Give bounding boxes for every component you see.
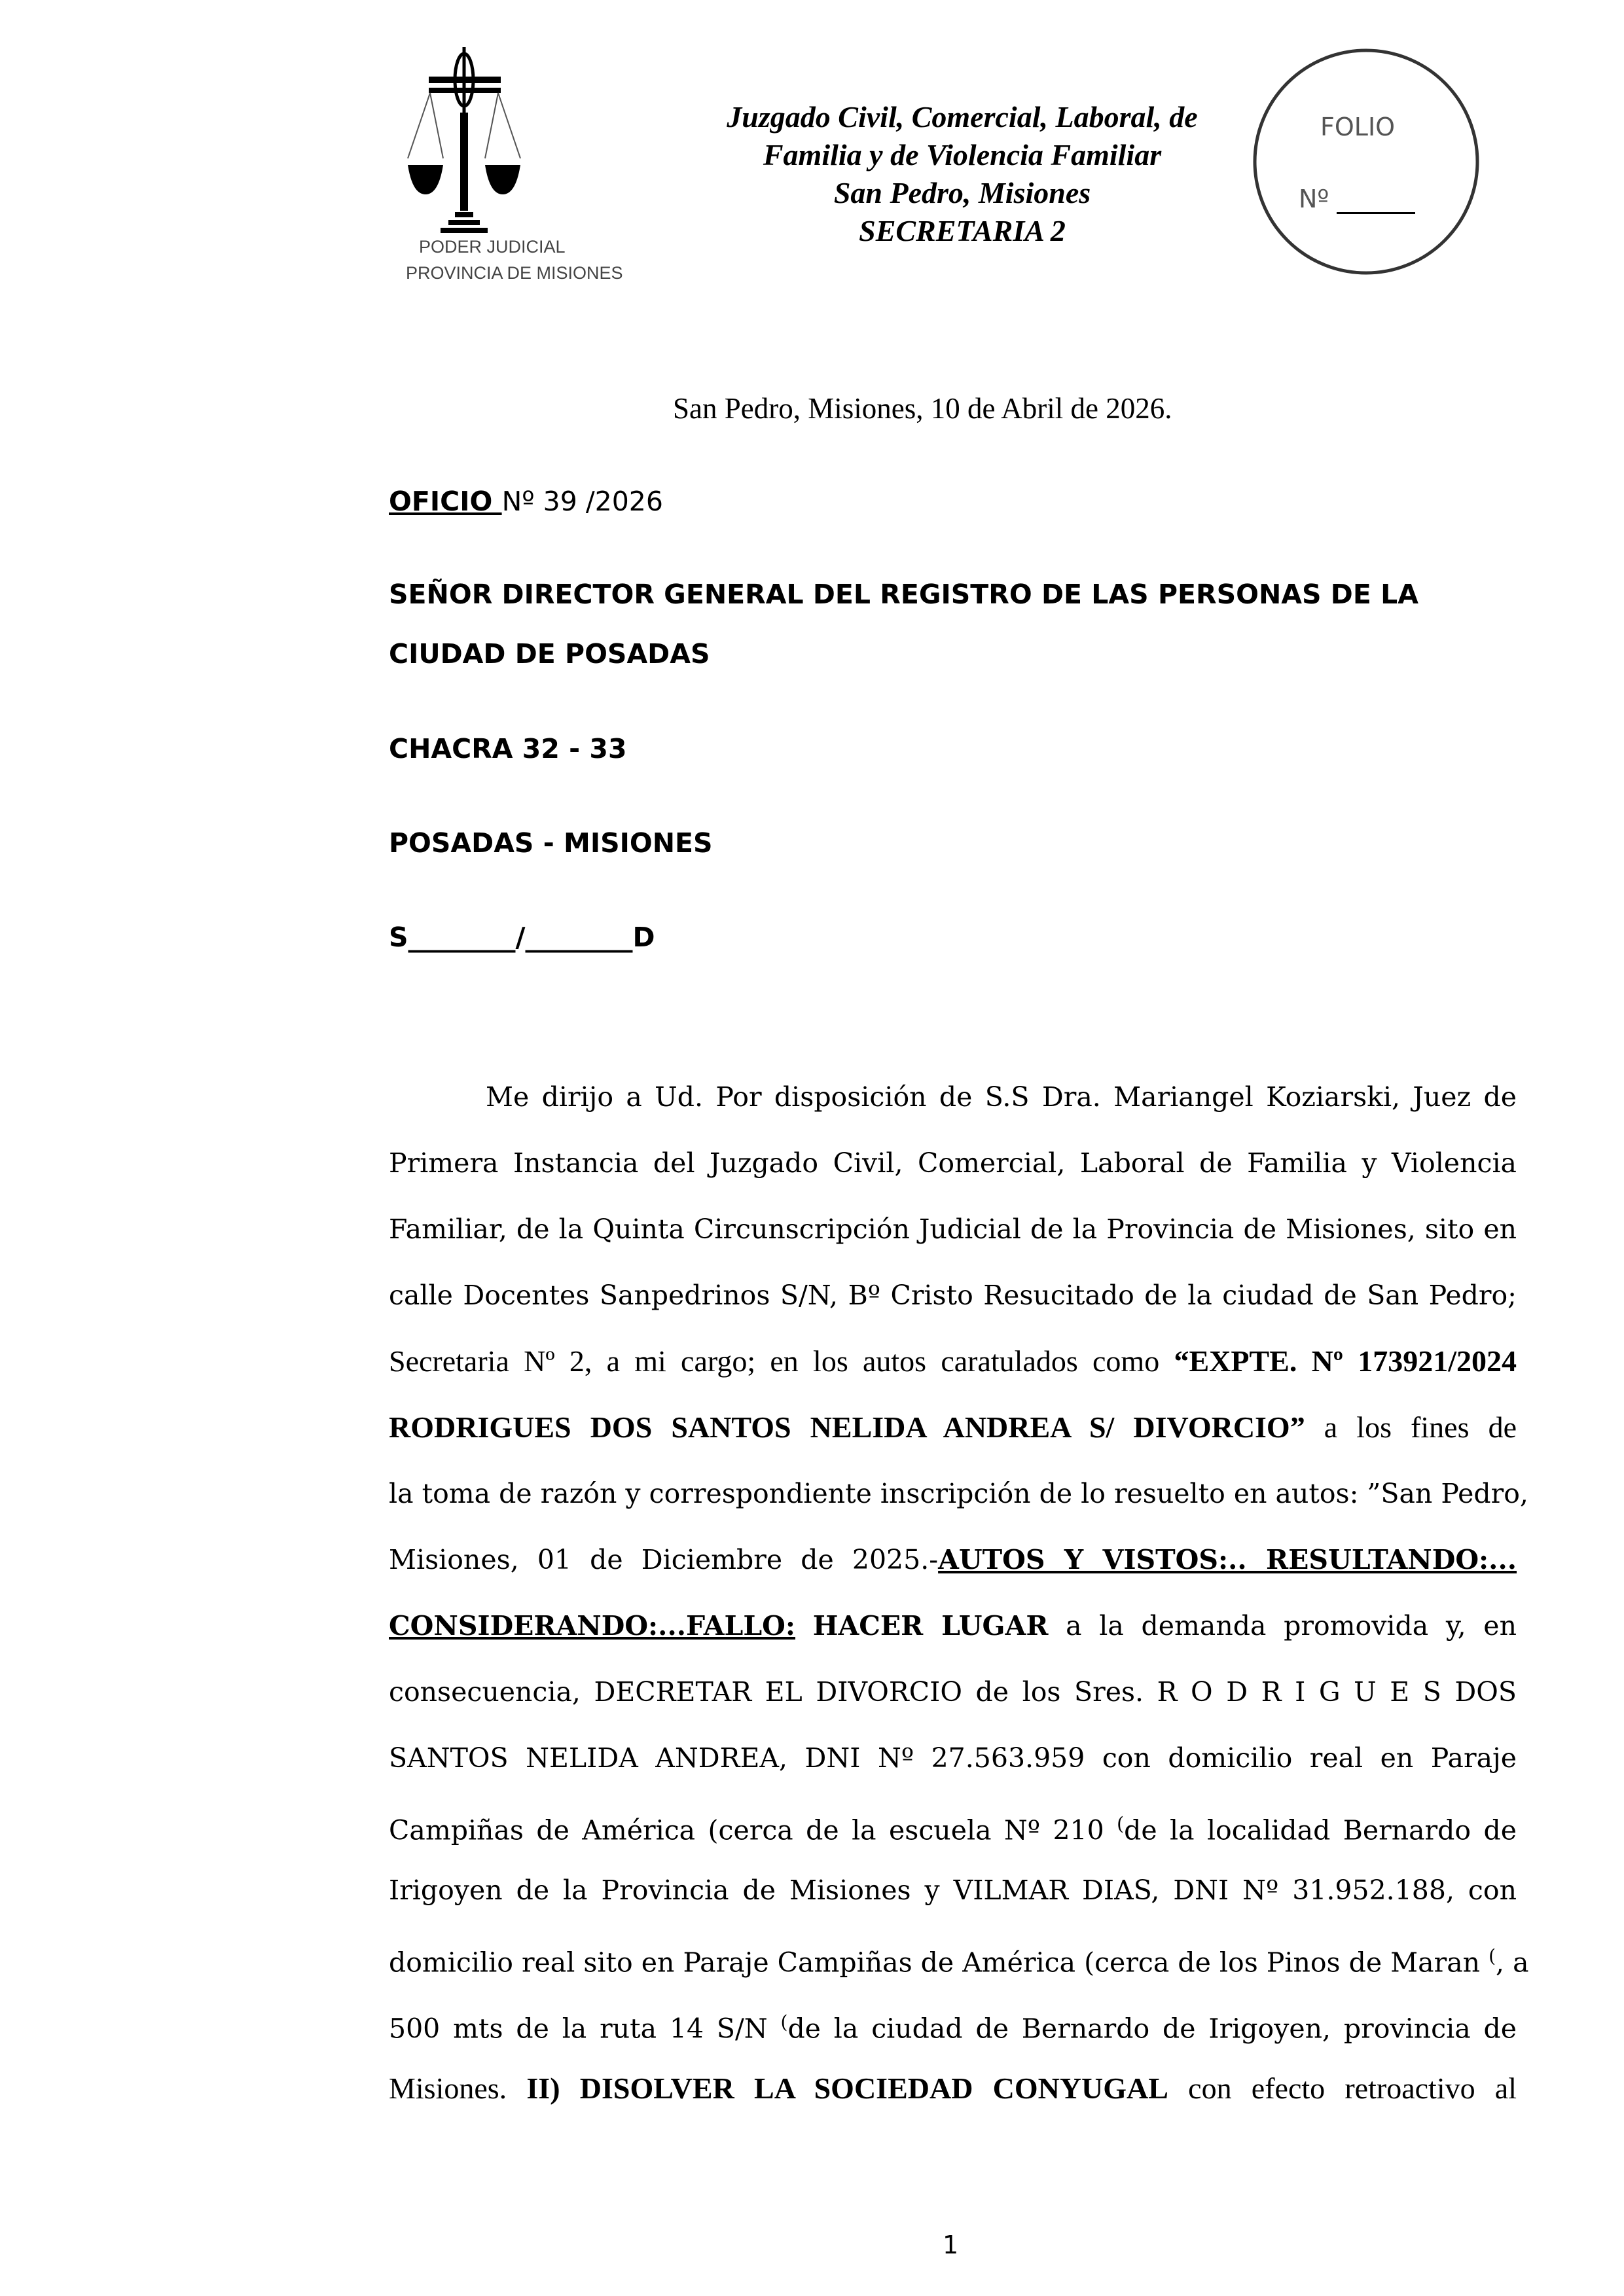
logo-text-line1: PODER JUDICIAL [419, 237, 566, 257]
addressee-line: CIUDAD DE POSADAS [389, 638, 710, 670]
text-segment: Irigoyen de la Provincia de Misiones y VILMAR DIAS, DNI Nº 31.952.188, con [389, 1874, 1517, 1906]
text-segment: a la demanda promovida y, en [1048, 1610, 1517, 1641]
folio-number-label: Nº [1299, 185, 1329, 213]
text-segment: HACER LUGAR [812, 1610, 1049, 1641]
text-segment: calle Docentes Sanpedrinos S/N, Bº Cristo Resucitado de la ciudad de San Pedro; [389, 1280, 1517, 1311]
text-segment: “EXPTE. Nº 173921/2024 [1174, 1344, 1517, 1378]
text-segment: a los fines de [1305, 1410, 1517, 1444]
body-line [389, 2065, 1517, 2131]
stamp-circle-icon [1252, 47, 1481, 276]
body-line [389, 1668, 1517, 1734]
body-line [389, 1933, 1529, 1999]
text-segment: con efecto retroactivo al [1168, 2072, 1517, 2105]
court-header-line: SECRETARIA 2 [859, 214, 1066, 247]
text-segment: Secretaria Nº 2, a mi cargo; en los autos caratulados como [389, 1344, 1174, 1378]
body-text [389, 1073, 1529, 2131]
text-segment: Primera Instancia del Juzgado Civil, Comercial, Laboral de Familia y Violencia [389, 1147, 1517, 1179]
logo-text-line2: PROVINCIA DE MISIONES [406, 263, 623, 283]
text-segment: de la ciudad de Bernardo de Irigoyen, provincia de [787, 2013, 1517, 2045]
text-segment: Misiones. [389, 2072, 527, 2105]
text-segment: SANTOS NELIDA ANDREA, DNI Nº 27.563.959 con domicilio real en Paraje [389, 1742, 1517, 1774]
folio-label: FOLIO [1320, 113, 1396, 141]
body-line [389, 1602, 1517, 1668]
body-line [389, 1272, 1517, 1338]
body-line [389, 1073, 1517, 1139]
addressee-line: POSADAS - MISIONES [389, 827, 713, 859]
text-segment: Misiones, 01 de Diciembre de 2025.- [389, 1544, 939, 1575]
text-segment: consecuencia, DECRETAR EL DIVORCIO de los Sres. R O D R I G U E S DOS [389, 1676, 1517, 1708]
text-segment: Me dirijo a Ud. Por disposición de S.S Dra. Mariangel Koziarski, Juez de [486, 1081, 1517, 1113]
oficio-number [389, 486, 663, 517]
text-segment: de la localidad Bernardo de [1124, 1814, 1517, 1846]
text-segment: , a [1496, 1946, 1529, 1979]
text-segment: II) DISOLVER LA SOCIEDAD CONYUGAL [526, 2072, 1168, 2105]
body-line [389, 1801, 1517, 1867]
text-segment: Familiar, de la Quinta Circunscripción Judicial de la Provincia de Misiones, sito en [389, 1213, 1517, 1245]
body-line [389, 1734, 1517, 1801]
su-despacho: S________/________D [389, 922, 655, 953]
court-header [655, 98, 1270, 250]
page-number: 1 [943, 2231, 959, 2259]
oficio-label: OFICIO [389, 486, 502, 517]
body-line [389, 1404, 1517, 1470]
addressee-line: SEÑOR DIRECTOR GENERAL DEL REGISTRO DE LAS PERSONAS DE LA [389, 579, 1418, 610]
court-header-line: San Pedro, Misiones [833, 176, 1091, 209]
oficio-value: Nº 39 /2026 [501, 486, 663, 517]
document-date: San Pedro, Misiones, 10 de Abril de 2026. [673, 392, 1172, 425]
folio-stamp [1252, 47, 1481, 276]
addressee-line: CHACRA 32 - 33 [389, 733, 627, 764]
body-line [389, 1338, 1517, 1404]
text-segment: ( [780, 2011, 788, 2033]
body-line [389, 1139, 1517, 1206]
text-segment: CONSIDERANDO:...FALLO: [389, 1610, 796, 1641]
text-segment: ( [1117, 1813, 1125, 1835]
text-segment [795, 1610, 813, 1641]
text-segment: AUTOS Y VISTOS:.. RESULTANDO:... [938, 1544, 1517, 1575]
body-line [389, 1470, 1528, 1536]
body-line [389, 1536, 1517, 1602]
text-segment: domicilio real sito en Paraje Campiñas de América (cerca de los Pinos de Maran [389, 1946, 1489, 1979]
text-segment: 500 mts de la ruta 14 S/N [389, 2013, 781, 2045]
body-line [389, 1999, 1517, 2065]
body-line [389, 1867, 1517, 1933]
text-segment: Campiñas de América (cerca de la escuela Nº 210 [389, 1814, 1117, 1846]
folio-number-line [1337, 212, 1415, 214]
court-header-line: Juzgado Civil, Comercial, Laboral, de [727, 100, 1198, 134]
text-segment: ( [1489, 1945, 1496, 1967]
text-segment: la toma de razón y correspondiente inscripción de lo resuelto en autos: ”San Pedro, [389, 1478, 1528, 1509]
text-segment: RODRIGUES DOS SANTOS NELIDA ANDREA S/ DIVORCIO” [389, 1410, 1305, 1444]
poder-judicial-logo [403, 41, 677, 289]
court-header-line: Familia y de Violencia Familiar [763, 138, 1162, 171]
body-line [389, 1206, 1517, 1272]
